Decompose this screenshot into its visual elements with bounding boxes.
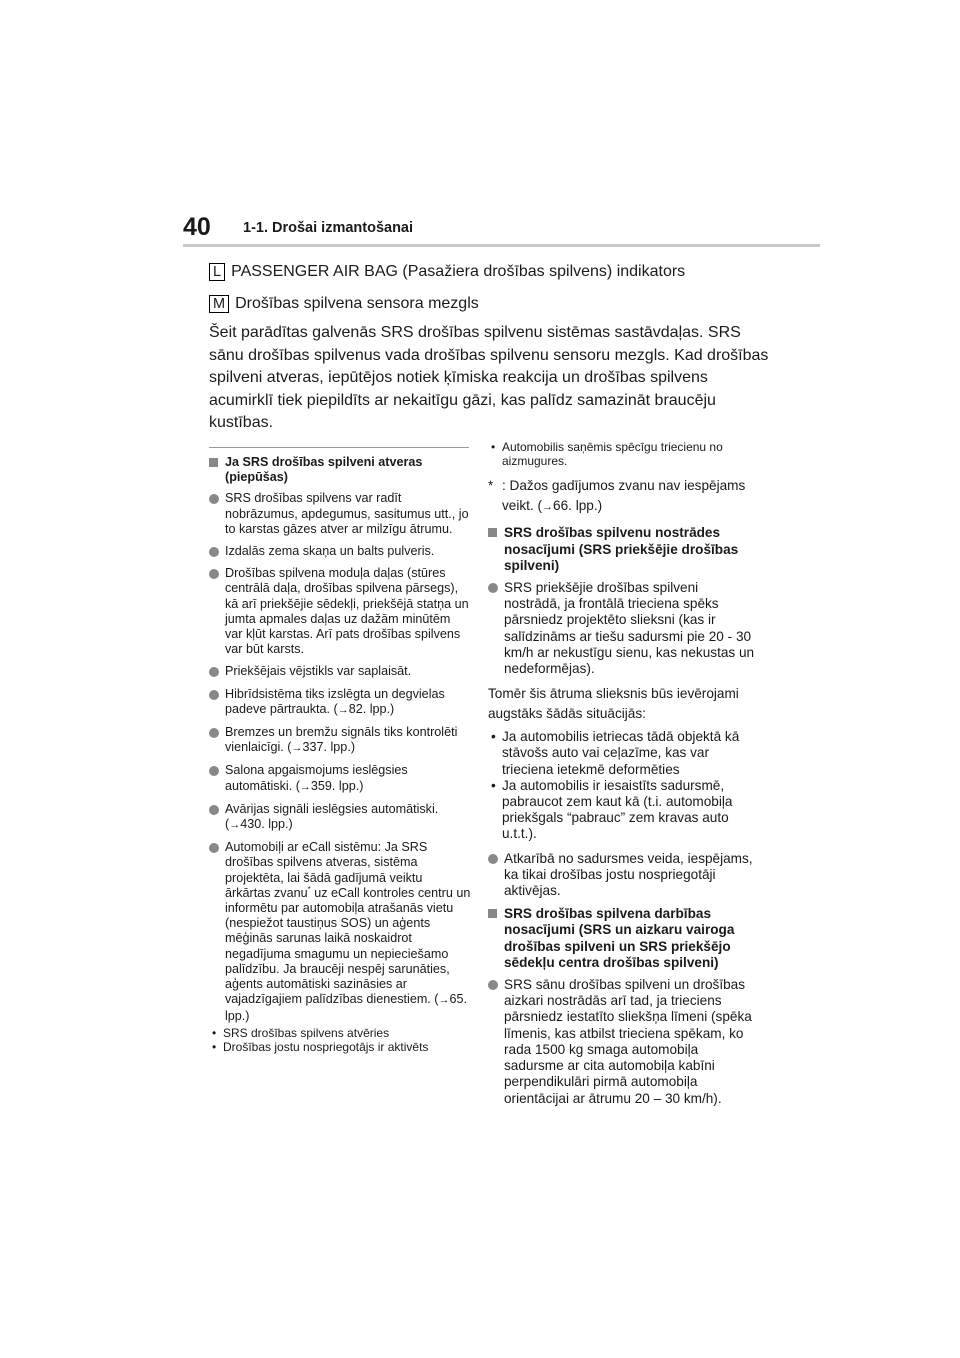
sub-bullet-icon: • — [491, 729, 496, 745]
sub-item-text: Ja automobilis ietriecas tādā objektā kā stāvošs auto vai ceļazīme, kas var trieciena ietekmē deformēties — [502, 729, 740, 777]
sub-list-item — [209, 1026, 471, 1040]
list-item — [209, 763, 471, 794]
bullet-dot-icon — [209, 569, 219, 579]
page-ref-link[interactable]: 82. lpp.) — [348, 701, 395, 716]
list-item — [209, 566, 471, 657]
list-item — [209, 664, 471, 679]
list-item — [209, 840, 471, 1023]
sub-bullet-icon: • — [491, 777, 496, 793]
sub-list-item — [488, 778, 756, 843]
bullet-dot-icon — [488, 854, 498, 864]
bullet-text: Avārijas signāli ieslēgsies automātiski. ( — [225, 801, 439, 832]
bullet-text: Hibrīdsistēma tiks izslēgta un degvielas padeve pārtraukta. ( — [225, 686, 445, 716]
bullet-dot-icon — [209, 547, 219, 557]
section-heading — [488, 906, 756, 971]
bullet-text: Izdalās zema skaņa un balts pulveris. — [225, 544, 435, 559]
footnote-marker: * — [307, 884, 311, 894]
right-column — [488, 440, 756, 1114]
arrow-icon: → — [438, 994, 450, 1007]
list-item — [488, 977, 756, 1107]
callout-l-key: L — [209, 263, 225, 281]
sub-list-item — [209, 1040, 471, 1054]
section-heading — [209, 455, 471, 485]
sub-bullet-icon: • — [212, 1025, 217, 1040]
page-ref-link[interactable]: 430. lpp.) — [240, 817, 293, 832]
bullet-text: Priekšējais vējstikls var saplaisāt. — [225, 664, 412, 679]
page-ref-link[interactable]: 66. lpp.) — [553, 498, 603, 514]
bullet-dot-icon — [209, 728, 219, 738]
paragraph: Tomēr šis ātruma slieksnis būs ievērojami augstāks šādās situācijās: — [488, 686, 739, 722]
sub-list-item — [488, 440, 756, 468]
arrow-icon: → — [291, 742, 303, 755]
list-item — [209, 725, 471, 756]
footnote — [488, 476, 756, 517]
bullet-text: Drošības spilvena moduļa daļas (stūres centrālā daļa, drošības spilvena pārsegs), kā arī priekšējie sēdekļi, priekšējā statņa un jumta apmales daļas uz dažām minūtēm var kļūt karstas. Arī pats drošības spilvens var būt karsts. — [225, 566, 469, 657]
sub-list-item — [488, 729, 756, 778]
intro-paragraph: Šeit parādītas galvenās SRS drošības spilvenu sistēmas sastāvdaļas. SRS sānu drošības spilvenus vada drošības spilvenu sensoru mezgls. Kad drošības spilveni atveras, iepūtējos notiek ķīmiska reakcija un drošības spilvens acumirklī tiek piepildīts ar nekaitīgu gāzi, kas palīdz samazināt braucēju kustības. — [209, 324, 769, 432]
heading-square-icon — [488, 909, 497, 918]
list-item — [209, 544, 471, 559]
left-column — [209, 455, 471, 1054]
bullet-dot-icon — [209, 667, 219, 677]
page-number: 40 — [183, 213, 211, 241]
sub-item-text: SRS drošības spilvens atvēries — [223, 1025, 390, 1040]
list-item — [209, 491, 471, 537]
callout-m-text: Drošības spilvena sensora mezgls — [235, 295, 479, 312]
heading-text: SRS drošības spilvena darbības nosacījumi (SRS un aizkaru vairoga drošības spilveni un SRS priekšējo sēdekļu centra drošības spilveni) — [504, 906, 735, 970]
callout-m — [209, 294, 479, 314]
header-divider — [183, 244, 820, 247]
heading-square-icon — [488, 528, 497, 537]
footnote-text: : Dažos gadījumos zvanu nav iespējams veikt. ( — [502, 478, 746, 514]
bullet-text: Bremzes un bremžu signāls tiks kontrolēti vienlaicīgi. ( — [225, 725, 458, 755]
heading-square-icon — [209, 458, 218, 467]
bullet-dot-icon — [209, 843, 219, 853]
arrow-icon: → — [337, 703, 349, 716]
list-item — [209, 802, 471, 833]
page-ref-link[interactable]: 359. lpp.) — [310, 778, 364, 793]
bullet-dot-icon — [488, 583, 498, 593]
bullet-text: SRS drošības spilvens var radīt nobrāzumus, apdegumus, sasitumus utt., jo to karstas gāzes atver ar milzīgu ātrumu. — [225, 491, 469, 536]
sub-item-text: Ja automobilis ir iesaistīts sadursmē, pabraucot zem kaut kā (t.i. automobiļa priekšgals “pabrauc” zem kravas auto u.t.t.). — [502, 777, 733, 842]
section-title: 1-1. Drošai izmantošanai — [243, 220, 414, 236]
bullet-dot-icon — [209, 766, 219, 776]
arrow-icon: → — [542, 501, 554, 514]
list-item — [209, 687, 471, 718]
sub-item-text: Automobilis saņēmis spēcīgu triecienu no aizmugures. — [502, 440, 723, 469]
list-item — [488, 851, 756, 900]
footnote-marker: * — [488, 478, 494, 494]
bullet-text: SRS sānu drošības spilveni un drošības aizkari nostrādās arī tad, ja trieciens pārsniedz iestatīto sliekšņa līmeni (spēka līmenis, kas atbilst trieciena spēkam, ko rada 1500 kg smaga automobiļa sadursme ar cita automobiļa kabīni perpendikulāri pirmā automobiļa orientācijai ar ātrumu 20 – 30 km/h). — [504, 977, 752, 1106]
bullet-text: Salona apgaismojums ieslēgsies automātiski. ( — [225, 763, 408, 793]
callout-m-key: M — [209, 295, 229, 313]
bullet-dot-icon — [209, 690, 219, 700]
callout-l — [209, 262, 685, 282]
callout-l-text: PASSENGER AIR BAG (Pasažiera drošības spilvens) indikators — [231, 263, 686, 280]
arrow-icon: → — [299, 780, 311, 793]
heading-text: SRS drošības spilvenu nostrādes nosacījumi (SRS priekšējie drošības spilveni) — [504, 525, 739, 573]
bullet-dot-icon — [488, 980, 498, 990]
sub-bullet-icon: • — [212, 1039, 217, 1054]
bullet-dot-icon — [209, 494, 219, 504]
bullet-text: SRS priekšējie drošības spilveni nostrādā, ja frontālā trieciena spēks pārsniedz projektēto slieksni (kas ir salīdzināms ar tiešu sadursmi pie 20 - 30 km/h ar nekustīgu sienu, kas nekustas un nedeformējas). — [504, 580, 755, 677]
bullet-text: Automobiļi ar eCall sistēmu: Ja SRS drošības spilvens atveras, sistēma projektēta, lai šādā gadījumā veiktu ārkārtas zvanu — [225, 840, 428, 900]
sub-bullet-icon: • — [491, 440, 496, 454]
bullet-dot-icon — [209, 805, 219, 815]
bullet-text: Atkarībā no sadursmes veida, iespējams, ka tikai drošības jostu nospriegotāji aktivējas. — [504, 850, 753, 899]
heading-text: Ja SRS drošības spilveni atveras (piepūšas) — [225, 455, 423, 485]
arrow-icon: → — [229, 819, 241, 832]
column-divider — [209, 447, 469, 448]
section-heading — [488, 525, 756, 574]
bullet-text: uz eCall kontroles centru un informētu par automobiļa atrašanās vietu (nespiežot taustiņus SOS) un aģents mēģinās sarunas laikā noskaidrot negadījuma smagumu un nepieciešamo palīdzību. Ja braucēji nespēj sarunāties, aģents automātiski sazināsies ar vajadzīgajiem palīdzības dienestiem. ( — [225, 885, 471, 1007]
page-ref-link[interactable]: 65. lpp.) — [225, 992, 468, 1023]
page-ref-link[interactable]: 337. lpp.) — [302, 740, 356, 755]
sub-item-text: Drošības jostu nospriegotājs ir aktivēts — [223, 1039, 429, 1054]
list-item — [488, 580, 756, 677]
